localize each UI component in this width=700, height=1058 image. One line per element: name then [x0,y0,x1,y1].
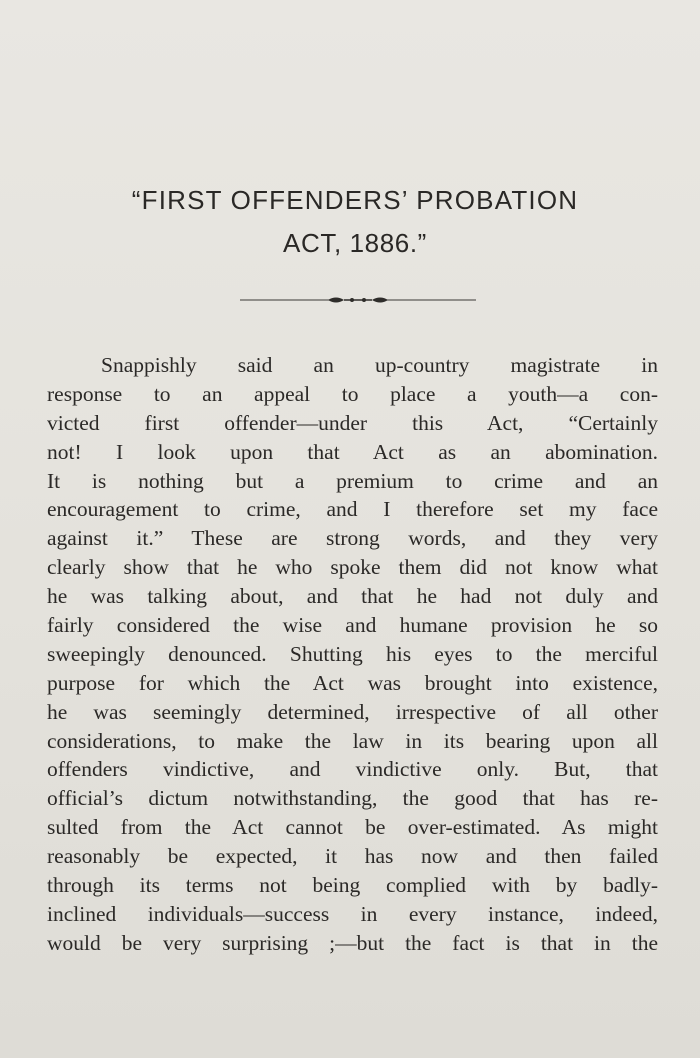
body-line: victed first offender—under this Act, “Certainly [47,410,658,435]
body-line: purpose for which the Act was brought into existence, [47,670,658,695]
body-line: response to an appeal to place a youth—a con- [47,381,658,406]
body-line: sulted from the Act cannot be over-estimated. As might [47,815,658,840]
body-line: inclined individuals—success in every instance, indeed, [47,901,658,926]
body-paragraph [47,351,658,958]
body-line: he was talking about, and that he had not duly and [47,584,658,609]
body-line: sweepingly denounced. Shutting his eyes to the merciful [47,641,658,666]
body-line: considerations, to make the law in its bearing upon all [47,728,658,753]
chapter-title-line-1: “FIRST OFFENDERS’ PROBATION [131,185,579,215]
body-line: fairly considered the wise and humane provision he so [47,613,658,638]
chapter-title-line-2: ACT, 1886.” [283,228,427,258]
body-line: reasonably be expected, it has now and then failed [47,844,658,869]
body-line: he was seemingly determined, irrespective of all other [47,699,658,724]
body-line: encouragement to crime, and I therefore set my face [47,497,658,522]
body-line: not! I look upon that Act as an abomination. [47,439,658,464]
body-line: clearly show that he who spoke them did not know what [47,555,658,580]
body-line: official’s dictum notwithstanding, the good that has re- [47,786,658,811]
body-line: Snappishly said an up-country magistrate in [101,353,658,377]
flourish-rule-icon [240,292,476,308]
body-line: offenders vindictive, and vindictive only. But, that [47,757,658,782]
body-line: against it.” These are strong words, and they very [47,526,658,551]
body-line: would be very surprising ;—but the fact is that in the [47,930,658,955]
body-line: It is nothing but a premium to crime and an [47,468,658,493]
body-line: through its terms not being complied with by badly- [47,873,658,898]
